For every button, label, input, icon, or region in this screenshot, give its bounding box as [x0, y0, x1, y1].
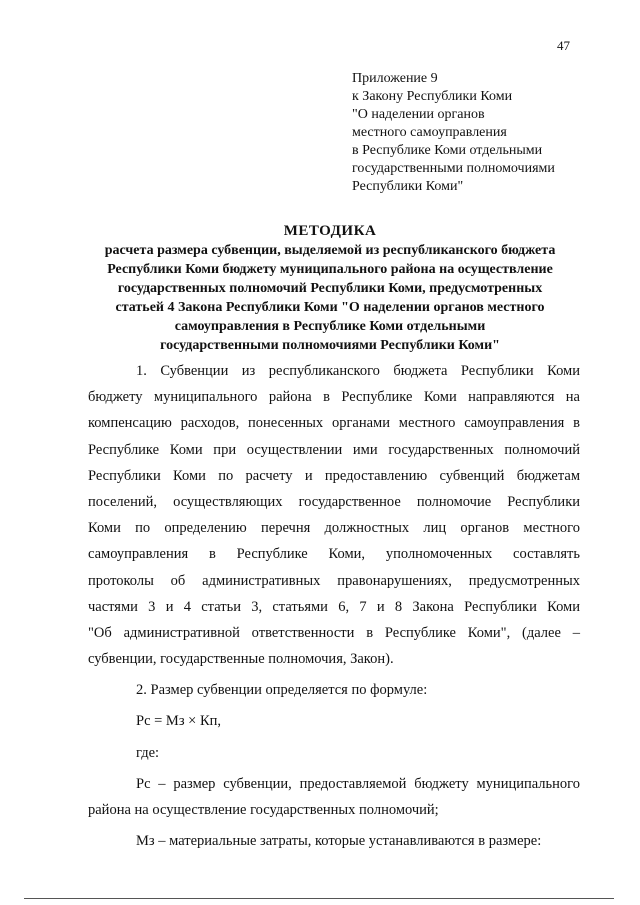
document-subtitle-line: Республики Коми бюджету муниципального района на осуществление	[107, 262, 553, 277]
text-line: самоуправления в Республике Коми, уполномоченных составлять	[88, 546, 580, 563]
text-line: Коми по определению перечня должностных лиц органов местного	[88, 520, 580, 537]
definition-rc	[88, 771, 580, 823]
page-number: 47	[557, 38, 570, 53]
text-line: Рс – размер субвенции, предоставляемой бюджету муниципального	[136, 775, 580, 792]
appendix-line: государственными полномочиями	[352, 161, 555, 176]
text-line: субвенции, государственные полномочия, Закон).	[88, 651, 394, 668]
document-subtitle-line: статьей 4 Закона Республики Коми "О наделении органов местного	[115, 300, 545, 315]
text-line: частями 3 и 4 статьи 3, статьями 6, 7 и 8 Закона Республики Коми	[88, 598, 580, 615]
text-line: протоколы об административных правонарушениях, предусмотренных	[88, 572, 580, 589]
appendix-line: к Закону Республики Коми	[352, 89, 513, 104]
text-line: района на осуществление государственных полномочий;	[88, 802, 439, 818]
formula: Рс = Мз × Кп,	[136, 713, 222, 730]
text-line: Республики Коми по расчету и предоставлению субвенций бюджетам	[88, 467, 580, 484]
document-subtitle-line: государственными полномочиями Республики Коми"	[160, 338, 500, 353]
text-line: компенсацию расходов, понесенных органами местного самоуправления в	[88, 415, 580, 432]
document-subtitle-line: расчета размера субвенции, выделяемой из республиканского бюджета	[104, 243, 556, 258]
definition-mz: Мз – материальные затраты, которые устанавливаются в размере:	[136, 833, 542, 850]
appendix-line: Приложение 9	[352, 71, 438, 86]
text-line: 1. Субвенции из республиканского бюджета Республики Коми	[136, 363, 580, 379]
document-title-block	[60, 222, 600, 355]
appendix-line: Республики Коми"	[352, 179, 464, 194]
document-title: МЕТОДИКА	[283, 223, 377, 239]
appendix-line: в Республике Коми отдельными	[352, 143, 543, 158]
text-line: Республике Коми при осуществлении ими государственных полномочий	[88, 441, 580, 458]
paragraph-1	[88, 358, 580, 672]
appendix-line: местного самоуправления	[352, 125, 507, 140]
where-label: где:	[136, 744, 160, 761]
appendix-header	[352, 70, 555, 196]
document-subtitle-line: государственных полномочий Республики Коми, предусмотренных	[117, 281, 543, 296]
text-line: поселений, осуществляющих государственное полномочие Республики	[88, 493, 580, 510]
page-bottom-rule	[24, 898, 614, 899]
document-body	[88, 358, 580, 854]
appendix-line: "О наделении органов	[352, 107, 485, 122]
text-line: бюджету муниципального района в Республике Коми направляются на	[88, 389, 580, 406]
paragraph-2: 2. Размер субвенции определяется по формуле:	[136, 682, 428, 699]
text-line: "Об административной ответственности в Республике Коми", (далее –	[88, 624, 580, 641]
document-subtitle-line: самоуправления в Республике Коми отдельными	[174, 319, 486, 334]
